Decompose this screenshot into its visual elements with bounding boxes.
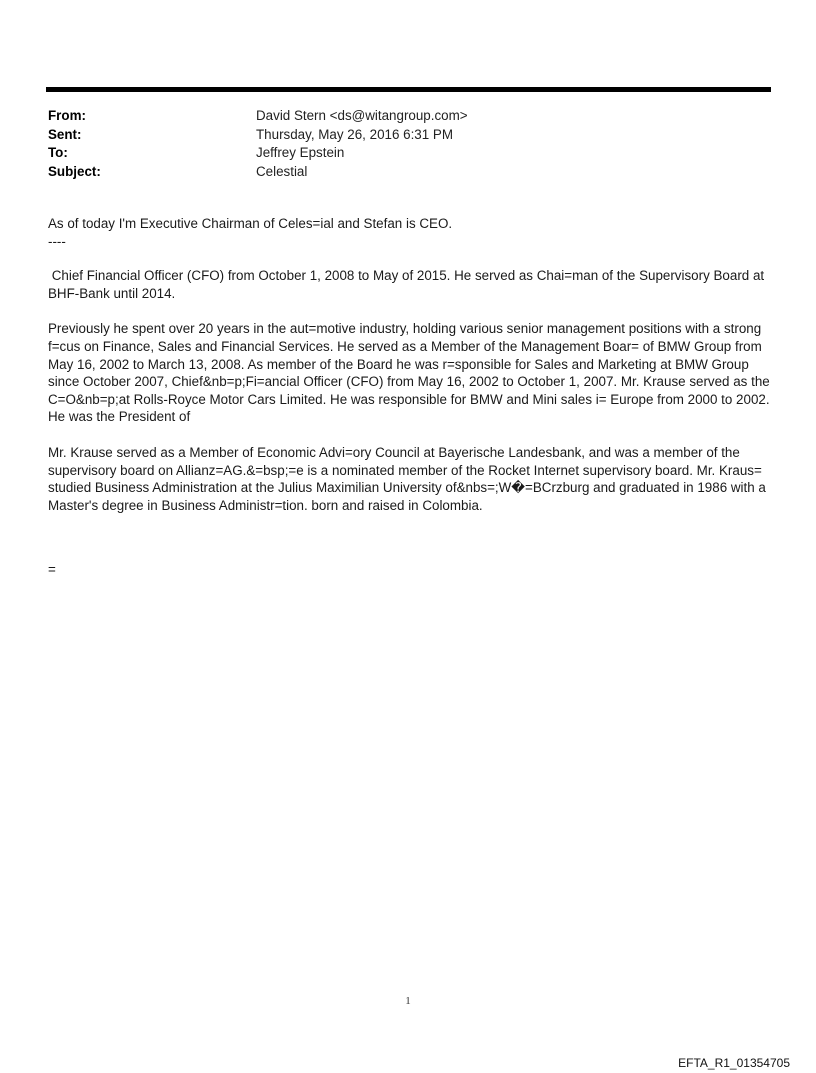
from-row <box>48 107 768 126</box>
body-paragraph-1: Chief Financial Officer (CFO) from October 1, 2008 to May of 2015. He served as Chai=man of the Supervisory Board at BHF-Bank until 2014. <box>48 268 768 301</box>
subject-row <box>48 163 768 182</box>
body-opening-line: As of today I'm Executive Chairman of Celes=ial and Stefan is CEO. <box>48 216 453 231</box>
body-trailing-char: = <box>48 562 56 578</box>
to-label: To: <box>48 145 68 160</box>
body-separator: ---- <box>48 233 66 249</box>
page-number: 1 <box>405 995 411 1007</box>
email-body <box>48 215 773 579</box>
subject-label: Subject: <box>48 163 101 179</box>
sent-value: Thursday, May 26, 2016 6:31 PM <box>256 126 453 142</box>
from-value: David Stern <ds@witangroup.com> <box>256 108 468 123</box>
sent-row <box>48 126 768 145</box>
body-paragraph-3: Mr. Krause served as a Member of Economic Advi=ory Council at Bayerische Landesbank, and was a member of the supervisory board on Allianz=AG.&=bsp;=e is a nominated member of the Rocket Internet supervisory board. Mr. Kraus= studied Business Administration at the Julius Maximilian University of&nbs=;W�=BCrzburg and graduated in 1986 with a Master's degree in Business Administr=tion. born and raised in Colombia. <box>48 444 770 513</box>
header-divider-rule <box>46 87 771 92</box>
subject-value: Celestial <box>256 163 308 179</box>
email-header <box>48 107 768 181</box>
document-id: EFTA_R1_01354705 <box>678 1056 790 1070</box>
from-label: From: <box>48 108 86 123</box>
body-paragraph-2: Previously he spent over 20 years in the aut=motive industry, holding various senior management positions with a strong f=cus on Finance, Sales and Financial Services. He served as a Member of the Management Boar= of BMW Group from May 16, 2002 to March 13, 2008. As member of the Board he was r=sponsible for Sales and Marketing at BMW Group since October 2007, Chief&nb=p;Fi=ancial Officer (CFO) from May 16, 2002 to October 1, 2007. Mr. Krause served as the C=O&nb=p;at Rolls-Royce Motor Cars Limited. He was responsible for BMW and Mini sales i= Europe from 2000 to 2002. He was the President of <box>48 321 774 425</box>
sent-label: Sent: <box>48 126 82 142</box>
to-row <box>48 144 768 163</box>
to-value: Jeffrey Epstein <box>256 145 345 160</box>
